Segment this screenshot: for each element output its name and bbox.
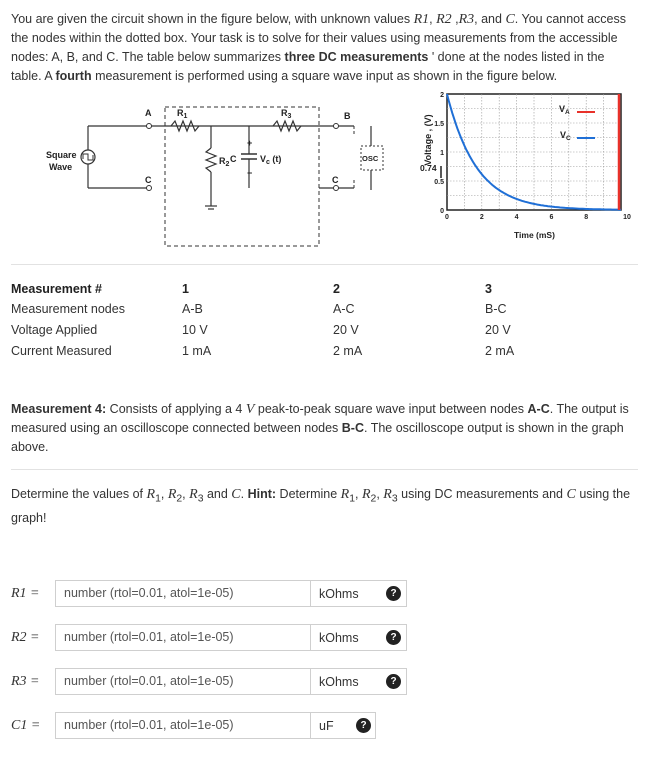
circuit-figure bbox=[11, 88, 645, 250]
table-header-2: 2 bbox=[333, 282, 340, 296]
capacitor-label: C bbox=[230, 154, 237, 164]
divider bbox=[11, 264, 638, 265]
legend-va-label: $V_A$ bbox=[559, 104, 570, 116]
r2-input[interactable]: number (rtol=0.01, atol=1e-05) bbox=[55, 624, 311, 651]
node-b-label: B bbox=[344, 111, 351, 121]
c1-input[interactable]: number (rtol=0.01, atol=1e-05) bbox=[55, 712, 311, 739]
task-paragraph: Determine the values of $R_1$, $R_2$, $R_3$ and C. Hint: Determine $R_1$, $R_2$, $R_3$ using DC measurements and C using the graph! bbox=[11, 487, 631, 525]
graph-ylabel: Voltage , (V) bbox=[423, 114, 433, 166]
table-cell: A-C bbox=[333, 302, 355, 316]
answer-label: C1 = bbox=[11, 718, 41, 733]
legend-vc-label: $V_C$ bbox=[560, 130, 571, 142]
answer-label: R2 = bbox=[11, 630, 40, 645]
resistor-r2 bbox=[206, 148, 216, 172]
graph-xlabel: Time (mS) bbox=[514, 230, 555, 240]
voltage-graph bbox=[420, 92, 631, 240]
graph-yannot: 0.74 bbox=[420, 163, 437, 173]
x-tick-label: 0 bbox=[445, 214, 449, 221]
table-cell: 20 V bbox=[485, 323, 511, 337]
source-label-1: Square bbox=[46, 150, 77, 160]
table-cell: 1 mA bbox=[182, 344, 212, 358]
unit-label: kOhms bbox=[311, 580, 407, 607]
capacitor-voltage-label: $V_c$ (t) bbox=[260, 154, 282, 166]
table-header-3: 3 bbox=[485, 282, 492, 296]
help-icon[interactable]: ? bbox=[386, 674, 401, 689]
y-tick-label: 2 bbox=[440, 92, 444, 99]
help-icon[interactable]: ? bbox=[356, 718, 371, 733]
table-header-1: 1 bbox=[182, 282, 189, 296]
table-cell: Voltage Applied bbox=[11, 323, 98, 337]
divider bbox=[11, 469, 638, 470]
table-cell: 20 V bbox=[333, 323, 359, 337]
unit-label: kOhms bbox=[311, 624, 407, 651]
y-tick-label: 1.5 bbox=[434, 121, 444, 128]
node-c-left bbox=[147, 186, 152, 191]
r2-label: $R_2$ bbox=[219, 156, 230, 168]
table-cell: A-B bbox=[182, 302, 203, 316]
capacitor-minus: − bbox=[247, 168, 253, 178]
unit-label: kOhms bbox=[311, 668, 407, 695]
table-cell: B-C bbox=[485, 302, 507, 316]
source-label-2: Wave bbox=[49, 162, 73, 172]
node-a bbox=[147, 124, 152, 129]
x-tick-label: 10 bbox=[623, 214, 631, 221]
node-b bbox=[334, 124, 339, 129]
r3-label: $R_3$ bbox=[281, 108, 292, 120]
r1-label: $R_1$ bbox=[177, 108, 188, 120]
oscilloscope-label: OSC bbox=[362, 154, 379, 163]
y-tick-label: 0.5 bbox=[434, 179, 444, 186]
r3-input[interactable]: number (rtol=0.01, atol=1e-05) bbox=[55, 668, 311, 695]
capacitor-plus: + bbox=[247, 138, 253, 148]
unit-label: uF bbox=[311, 712, 376, 739]
intro-paragraph: You are given the circuit shown in the figure below, with unknown values R1, R2 ,R3, and C. You cannot access the nodes within the dotted box. Your task is to solve for their values using measurements from the accessible nodes: A, B, and C. The table below summarizes three DC measurements ' done at the nodes listed in the table. A fourth measurement is performed using a square wave input as shown in the figure below. bbox=[11, 12, 626, 83]
answer-label: R1 = bbox=[11, 586, 40, 601]
table-cell: 2 mA bbox=[485, 344, 515, 358]
table-cell: Measurement nodes bbox=[11, 302, 125, 316]
table-cell: 10 V bbox=[182, 323, 208, 337]
x-tick-label: 6 bbox=[549, 214, 554, 221]
x-tick-label: 8 bbox=[584, 214, 589, 221]
node-c-right bbox=[334, 186, 339, 191]
table-header-measurement: Measurement # bbox=[11, 282, 103, 296]
r1-input[interactable]: number (rtol=0.01, atol=1e-05) bbox=[55, 580, 311, 607]
y-tick-label: 0 bbox=[440, 208, 444, 215]
help-icon[interactable]: ? bbox=[386, 586, 401, 601]
x-tick-label: 2 bbox=[479, 214, 484, 221]
node-a-label: A bbox=[145, 108, 152, 118]
node-c-right-label: C bbox=[332, 175, 339, 185]
help-icon[interactable]: ? bbox=[386, 630, 401, 645]
node-c-left-label: C bbox=[145, 175, 152, 185]
y-tick-label: 1 bbox=[440, 150, 444, 157]
answer-label: R3 = bbox=[11, 674, 40, 689]
measurement-4-paragraph: Measurement 4: Consists of applying a 4 V peak-to-peak square wave input between nodes A-C. The output is measured using an oscilloscope connected between nodes B-C. The oscilloscope output is shown in the graph above. bbox=[11, 402, 629, 454]
table-cell: 2 mA bbox=[333, 344, 363, 358]
x-tick-label: 4 bbox=[514, 214, 519, 221]
table-cell: Current Measured bbox=[11, 344, 112, 358]
